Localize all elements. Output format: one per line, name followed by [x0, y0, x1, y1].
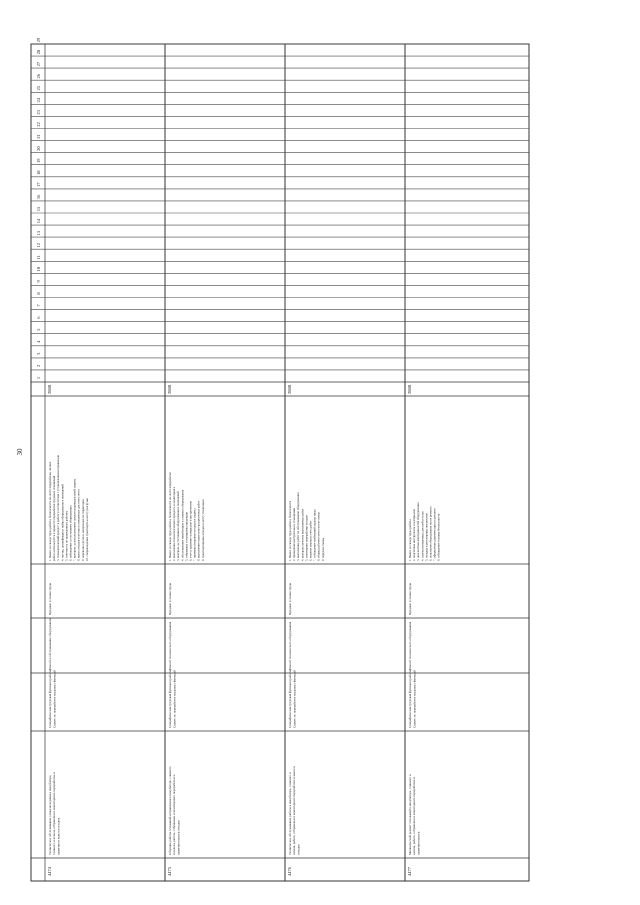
row-description-line: 2. подготовка инструмента и материалов — [412, 509, 417, 561]
column-number: 5 — [36, 328, 41, 331]
stray-mark: . — [405, 184, 407, 189]
column-number: 15 — [36, 206, 41, 212]
row-description-line: 8. соблюдение техники безопасности — [436, 513, 441, 561]
row-description-line: 6. ведение журнала учета работ — [308, 520, 313, 561]
row-name-line: Техническое обслуживание слива молодняка в инкубаторе, — [48, 774, 52, 855]
row-description-line: 5. отчетность по проведенным работам — [64, 510, 69, 561]
row-name-line: и шлюза, работе, отбраковки и мониторинге переработки и — [172, 774, 177, 855]
row-description-line: работа используется в процессе переработки трудовых отношений — [52, 475, 57, 561]
row-description-line: 8. вывоз отходов и мусора в отведенные для этого места — [76, 489, 81, 561]
row-description-line: 9. транспортировка отходов к месту утилизации — [200, 499, 205, 561]
column-number: 16 — [36, 194, 41, 200]
row-work-category-2: Сервис по переработке трудовых функций — [412, 670, 417, 728]
row-equipment: Ремонт и обслуживание оборудования — [48, 617, 52, 670]
row-class: Вредные условия труда — [168, 583, 172, 615]
row-class: Вредные условия труда — [48, 583, 52, 615]
row-description-line: 4. замена изношенных деталей и узлов — [420, 511, 425, 561]
column-number: 22 — [36, 122, 41, 127]
row-description-line: 7. контроль за использованием средств индивидуальной защиты — [72, 478, 77, 561]
column-number: 4 — [36, 340, 41, 343]
column-number: 7 — [36, 304, 41, 307]
stray-mark: . — [165, 184, 167, 189]
row-work-category: Специфическая трудовая функция (работы) — [288, 668, 292, 728]
column-number: 8 — [36, 292, 41, 295]
row-equipment: Ремонт технического оборудования — [168, 621, 172, 670]
column-number: 14 — [36, 218, 41, 224]
column-number: 17 — [36, 182, 41, 188]
row-name-line: хранения выноса — [416, 831, 421, 855]
row-description-line: 3. диагностика неисправностей оборудования — [416, 502, 421, 561]
column-number: 10 — [36, 267, 41, 272]
column-number: 1 — [36, 376, 41, 380]
row-work-category: Специфическая трудовая функция (работы) — [48, 668, 52, 728]
column-number: 9 — [36, 280, 41, 283]
row-name-line: Механический ремонт оснований в инкубаторе, сливного и — [408, 774, 412, 855]
row-name-line: сливного и шлюза, отбраковки и мониторинге переработки и — [52, 772, 57, 855]
column-number: 26 — [36, 73, 41, 79]
row-class: Вредные условия труда — [408, 583, 412, 615]
row-code: 4476 — [287, 867, 292, 876]
row-name-line: Техническое обслуживание работы в инкубаторе, сливного и — [288, 772, 292, 855]
row-description-line: 6. испытание оборудования после ремонта — [428, 506, 433, 561]
column-number: 2 — [36, 364, 41, 368]
column-number: 21 — [36, 134, 41, 139]
row-description-line: 4. обслуживание инкубаторов и сливного оборудования — [180, 489, 185, 561]
row-description-line: 1. Вывоз из склада труда работы, безопасности — [288, 500, 292, 561]
row-description-line: 3. технологический процесс в работе в соответствии с установленными правилами — [56, 454, 61, 561]
page-number: 30 — [16, 448, 24, 456]
row-description-line: 6. наблюдение за состоянием оборудования — [68, 505, 73, 561]
stray-mark: . — [285, 184, 287, 189]
row-description-line: 4. контроль качества выполняемых работ — [300, 508, 305, 561]
column-number: 29 — [36, 37, 41, 43]
row-description-line: 5. отбраковка и сортировка продукции — [184, 511, 189, 561]
column-number: 18 — [36, 170, 41, 176]
column-number: 23 — [36, 110, 41, 115]
row-description-line: 8. уборка рабочего места после смены — [316, 512, 321, 561]
row-description-line: 2. выполнение технологического процесса и мониторинга — [172, 486, 177, 561]
row-code: 4477 — [407, 867, 412, 876]
row-name-line: шлюза, работе, отбраковки и мониторинге переработки и выноса — [292, 766, 297, 855]
row-equipment: Ремонт технического оборудования — [408, 621, 412, 670]
row-name-line: шлюза, работе, отбраковки и мониторинге переработки и — [412, 777, 417, 855]
row-description-line: 10. сопровождение транспорта к месту разгрузки — [84, 498, 89, 561]
row-equipment: Ремонт технического оборудования — [288, 621, 292, 670]
row-name-line: Сборщик работы оснований исправления в инкубаторе, сливного — [168, 766, 172, 855]
row-description-line: 9. передача смены — [320, 537, 325, 561]
column-number: 28 — [36, 49, 41, 55]
row-class: Вредные условия труда — [288, 583, 292, 615]
row-description-line: 8. выполнение погрузочно-разгрузочных работ — [196, 500, 201, 561]
row-description-line: 5. мониторинг переработки отходов — [304, 515, 309, 561]
row-work-category: Специфическая трудовая функция (работы) — [168, 668, 172, 728]
column-number: 20 — [36, 146, 41, 151]
row-name-line: отходов — [296, 844, 301, 855]
column-number: 19 — [36, 158, 41, 163]
row-code: 4474 — [47, 867, 52, 876]
row-description-line: 3. выполнение работ по обслуживанию оборудования — [296, 492, 301, 561]
row-rate: 2880 — [167, 385, 172, 394]
row-description-line: 7. оформление документации по ремонту — [432, 508, 437, 561]
column-number: 11 — [36, 255, 41, 260]
column-number: 27 — [36, 61, 41, 67]
row-rate: 2880 — [287, 385, 292, 394]
row-name-line: хранения и выноса отходов — [56, 817, 61, 855]
row-name-line: хранения выноса отходов — [176, 820, 181, 855]
row-description-line: 1. Вывоз из склада труда работы — [408, 519, 412, 561]
column-number: 25 — [36, 85, 41, 91]
row-description-line: 7. проверка исправности средств защиты — [192, 508, 197, 561]
row-rate: 2880 — [407, 385, 412, 394]
row-description-line: 9. перевозка грузов и материалов по территории — [80, 499, 85, 561]
row-work-category-2: Сервис по переработке трудовых функций — [52, 670, 57, 728]
row-description-line: 6. учет и хранение материалов и инструментов — [188, 501, 193, 561]
column-number: 13 — [36, 230, 41, 236]
row-work-category-2: Сервис по переработке трудовых функций — [172, 670, 177, 728]
column-number: 3 — [36, 352, 41, 355]
row-code: 4475 — [167, 867, 172, 876]
row-description-line: 7. соблюдение требований охраны труда — [312, 509, 317, 561]
row-description-line: 1. Вывоз из склада труда работы, безопасности на месте переработки, личное — [48, 461, 52, 561]
row-work-category: Специфическая трудовая функция (работы) — [408, 668, 412, 728]
row-work-category-2: Сервис по переработке трудовых функций — [292, 670, 297, 728]
row-description-line: 2. проведение инструктажа и стажировки — [292, 507, 297, 561]
column-number: 6 — [36, 316, 41, 319]
row-description-line: 5. наладка и регулировка механизмов — [424, 513, 429, 561]
row-description-line: 3. контроль за состоянием оборудования и помещений — [176, 491, 181, 561]
column-number: 24 — [36, 98, 41, 103]
column-number: 12 — [36, 242, 41, 248]
row-rate: 2880 — [47, 385, 52, 394]
row-description-line: 4. чистка, дезинфекция и мойка оборудования и помещений — [60, 484, 65, 561]
row-description-line: 1. Вывоз из склада труда работы, безопасности на месте переработки — [168, 472, 172, 561]
